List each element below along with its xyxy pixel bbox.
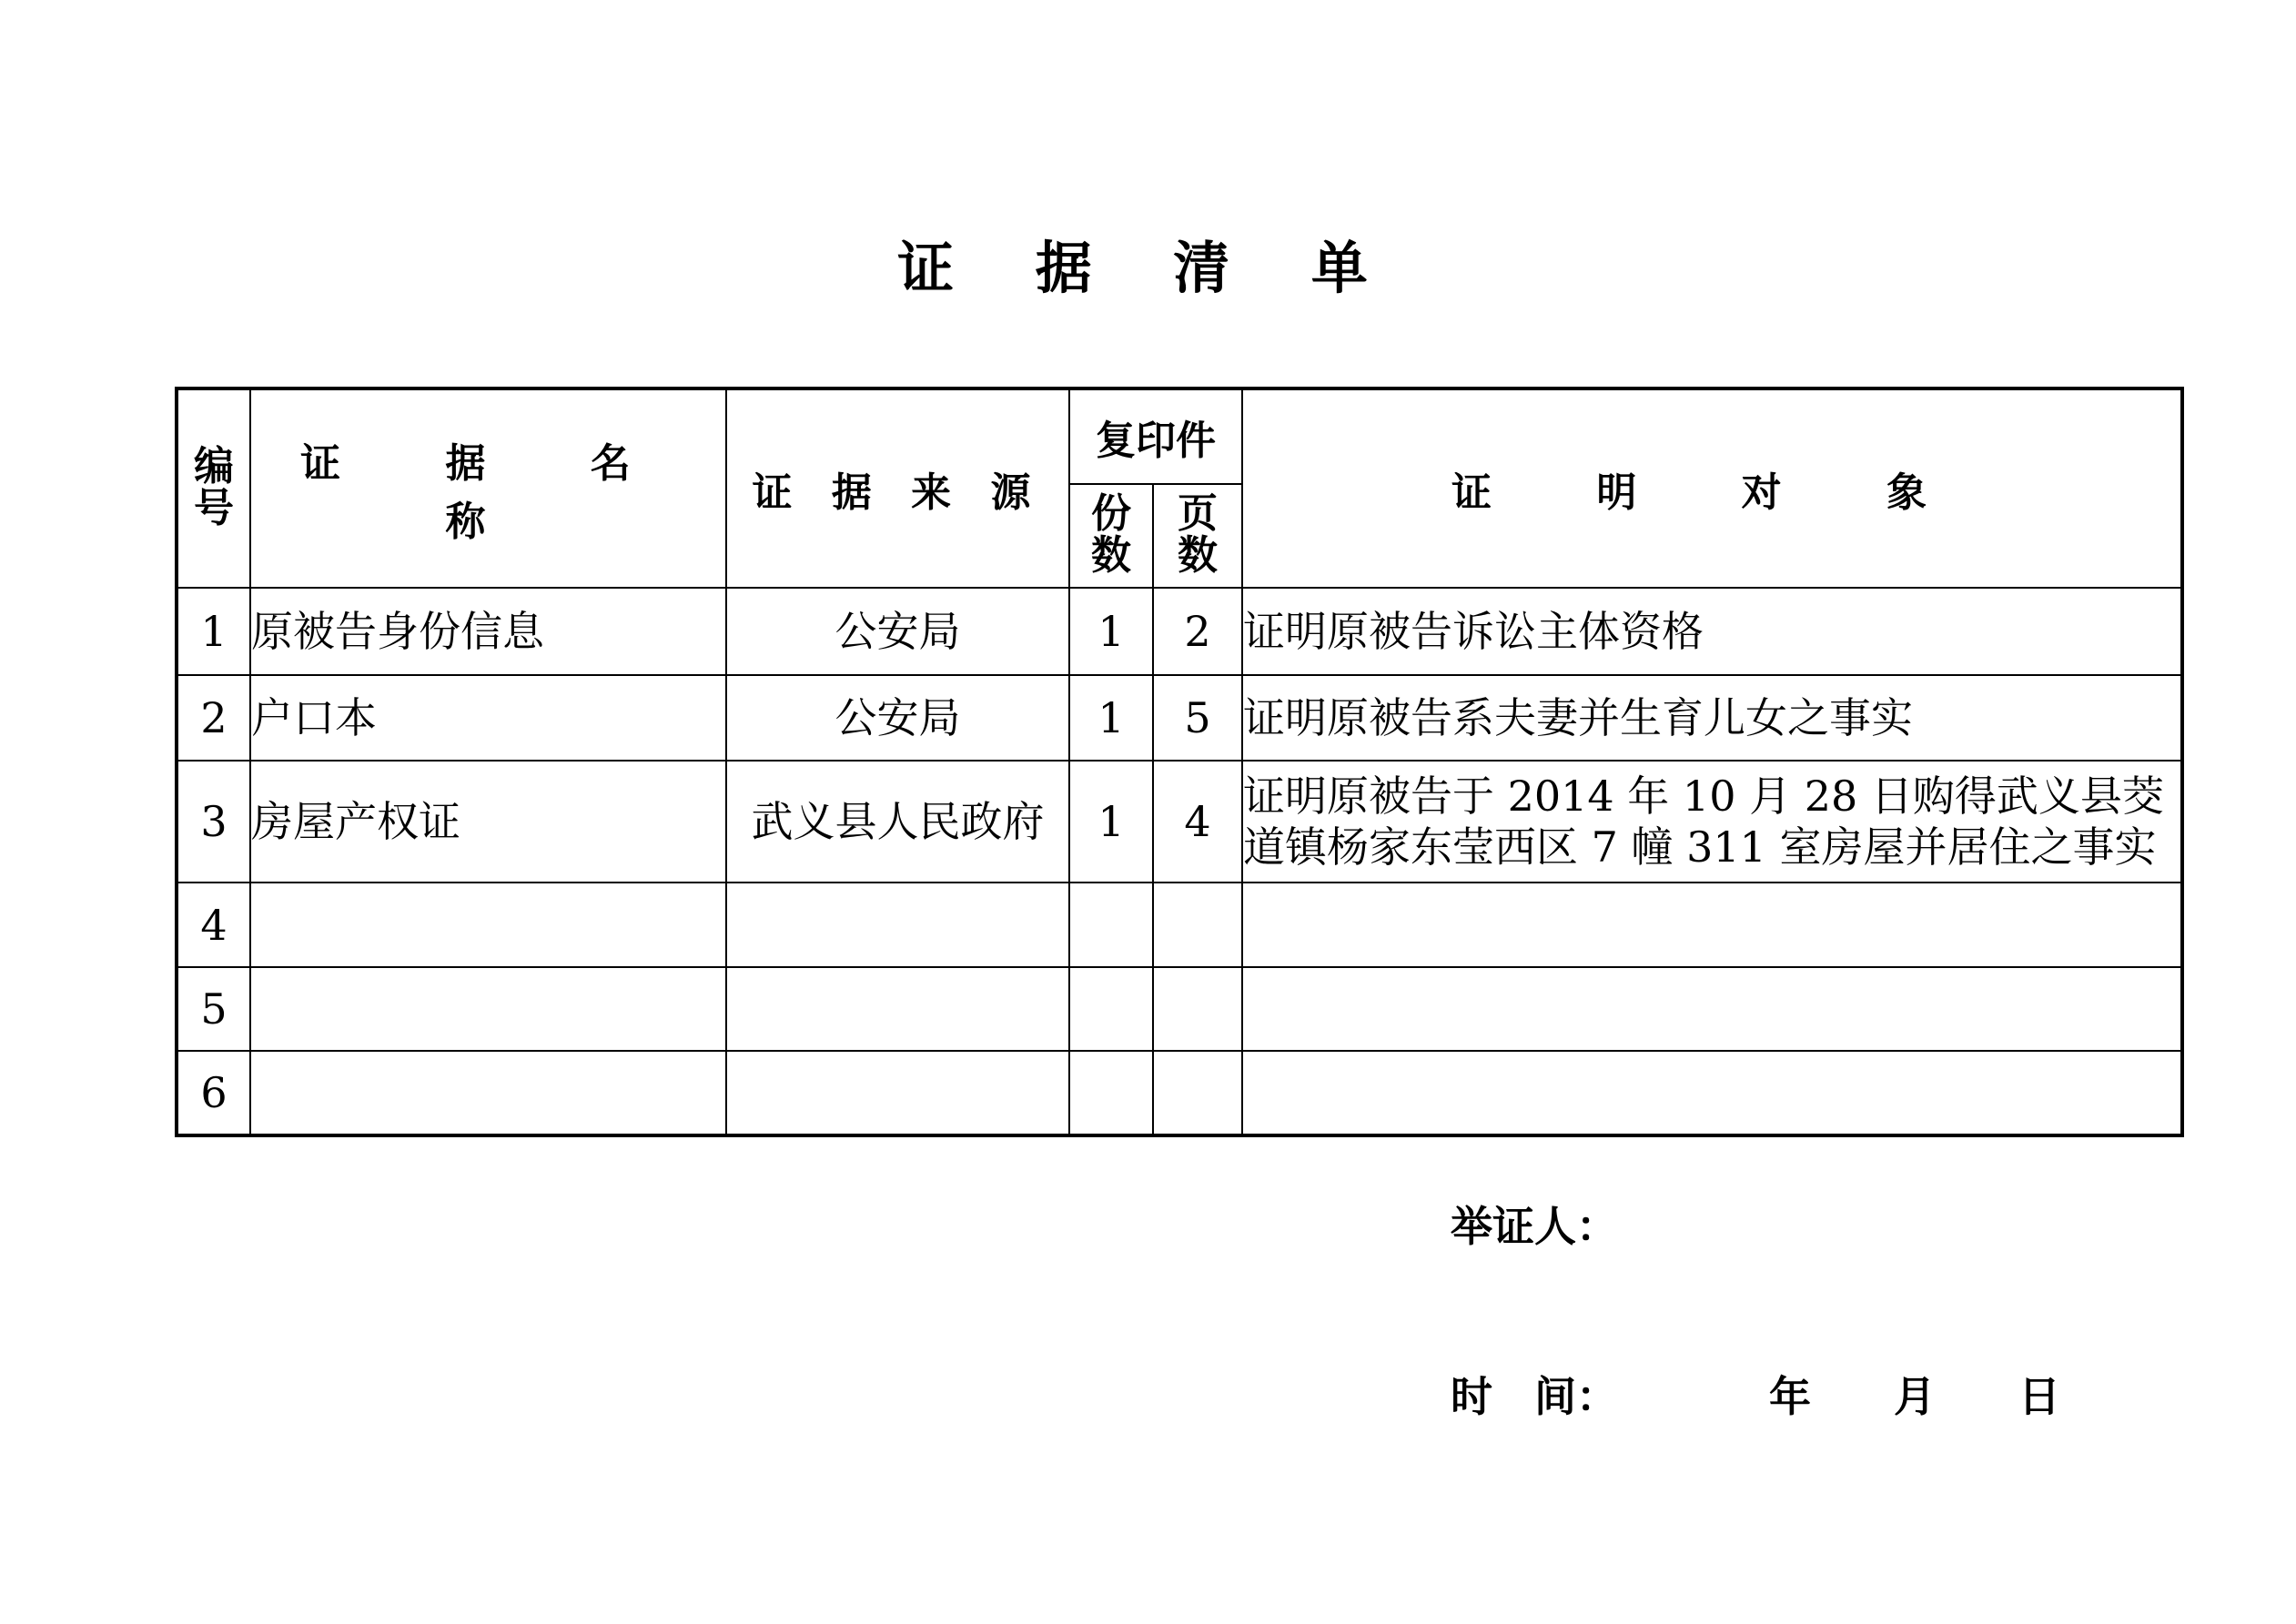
copies-count: 1: [1069, 588, 1153, 675]
evidence-source: [726, 967, 1069, 1051]
copies-count: [1069, 883, 1153, 967]
evidence-source: 公安局: [726, 675, 1069, 761]
evidence-source: 公安局: [726, 588, 1069, 675]
proof-object: [1242, 883, 2182, 967]
evidence-source: [726, 1051, 1069, 1135]
day-label: 日: [2018, 1372, 2061, 1421]
table-row: [177, 761, 2182, 883]
header-row-1: [177, 388, 2182, 484]
page-title: 证 据 清 单: [897, 235, 1399, 301]
month-label: 月: [1894, 1372, 1937, 1421]
row-number: 6: [177, 1051, 250, 1135]
proof-object: [1242, 967, 2182, 1051]
evidence-name: 户口本: [250, 675, 726, 761]
evidence-name: 房屋产权证: [250, 761, 726, 883]
header-object: 证 明 对 象: [1242, 388, 2182, 588]
header-copies: 份数: [1069, 484, 1153, 588]
evidence-table: [175, 387, 2184, 1137]
header-pages: 页数: [1153, 484, 1242, 588]
year-label: 年: [1769, 1372, 1812, 1421]
pages-count: 5: [1153, 675, 1242, 761]
proof-object: 证明原被告系夫妻并生育儿女之事实: [1242, 675, 2182, 761]
proof-object: 证明原被告诉讼主体资格: [1242, 588, 2182, 675]
proof-object: [1242, 1051, 2182, 1135]
copies-count: 1: [1069, 675, 1153, 761]
table-row: [177, 675, 2182, 761]
table-row: [177, 967, 2182, 1051]
presenter-label: 举证人：: [1451, 1202, 1618, 1251]
evidence-name: 原被告身份信息: [250, 588, 726, 675]
row-number: 5: [177, 967, 250, 1051]
header-number: 编号: [177, 388, 250, 588]
table-row: [177, 1051, 2182, 1135]
table-row: [177, 588, 2182, 675]
proof-object: 证明原被告于 2014 年 10 月 28 日购得武义县茭道镇杨家东莹西区 7 幢 311 室房屋并居住之事实: [1242, 761, 2182, 883]
copies-count: 1: [1069, 761, 1153, 883]
row-number: 3: [177, 761, 250, 883]
evidence-name: [250, 883, 726, 967]
pages-count: [1153, 883, 1242, 967]
pages-count: [1153, 1051, 1242, 1135]
time-line: [1451, 1369, 2060, 1424]
table-row: [177, 883, 2182, 967]
copies-count: [1069, 1051, 1153, 1135]
pages-count: 4: [1153, 761, 1242, 883]
header-source: 证 据 来 源: [726, 388, 1069, 588]
pages-count: 2: [1153, 588, 1242, 675]
evidence-name: [250, 967, 726, 1051]
evidence-source: 武义县人民政府: [726, 761, 1069, 883]
evidence-source: [726, 883, 1069, 967]
time-label: 时 间：: [1451, 1372, 1618, 1421]
copies-count: [1069, 967, 1153, 1051]
header-copies-group: 复印件: [1069, 388, 1242, 484]
evidence-name: [250, 1051, 726, 1135]
row-number: 1: [177, 588, 250, 675]
row-number: 2: [177, 675, 250, 761]
pages-count: [1153, 967, 1242, 1051]
row-number: 4: [177, 883, 250, 967]
header-name: 证 据 名 称: [250, 388, 726, 588]
